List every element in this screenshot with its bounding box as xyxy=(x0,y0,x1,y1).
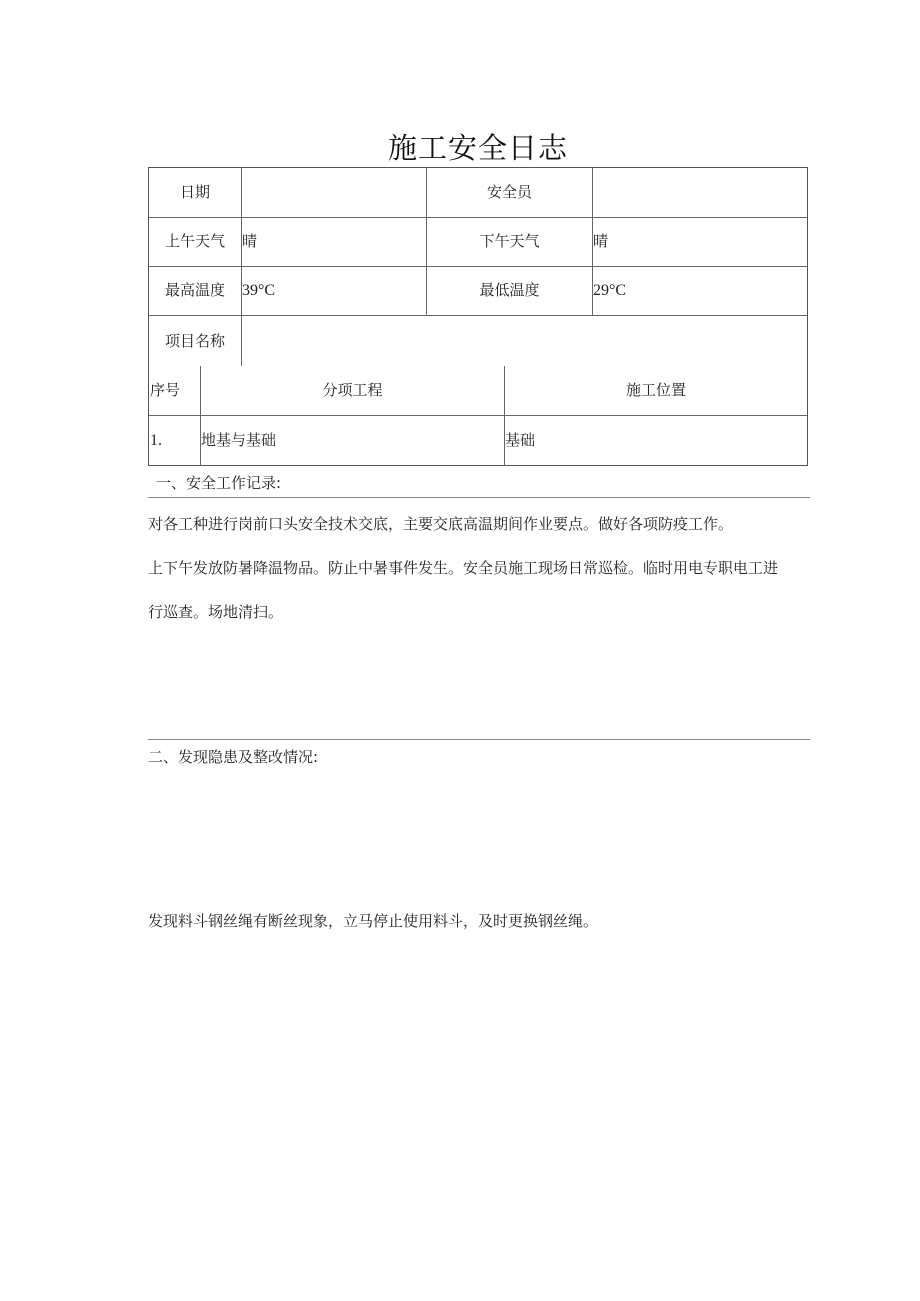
table-row-seq: 1. xyxy=(150,432,162,449)
hazards-heading: 二、发现隐患及整改情况: xyxy=(148,748,319,766)
am-weather-label: 上午天气 xyxy=(164,232,225,250)
min-temp-value[interactable]: 29°C xyxy=(593,282,627,299)
project-name-field[interactable] xyxy=(243,316,805,365)
safety-record-line: 对各工种进行岗前口头安全技术交底，主要交底高温期间作业要点。做好各项防疫工作。 xyxy=(148,515,734,533)
location-header: 施工位置 xyxy=(625,381,686,399)
page-title: 施工安全日志 xyxy=(387,131,568,165)
table-col-divider xyxy=(241,316,242,366)
safety-log-table xyxy=(148,167,808,466)
project-name-label: 项目名称 xyxy=(164,332,225,350)
safety-record-text xyxy=(148,502,808,634)
subitem-header: 分项工程 xyxy=(322,381,383,399)
seq-header: 序号 xyxy=(150,381,181,399)
table-row-location: 基础 xyxy=(505,431,536,449)
am-weather-value[interactable]: 晴 xyxy=(242,232,258,250)
safety-record-line: 行巡查。场地清扫。 xyxy=(148,603,284,621)
safety-record-heading: 一、安全工作记录: xyxy=(148,472,810,498)
pm-weather-value[interactable]: 晴 xyxy=(593,232,609,250)
safety-officer-field[interactable] xyxy=(594,168,806,217)
table-row-subitem: 地基与基础 xyxy=(201,431,277,449)
min-temp-label: 最低温度 xyxy=(479,281,540,299)
max-temp-value[interactable]: 39°C xyxy=(242,282,276,299)
section-divider xyxy=(148,739,810,740)
safety-record-line: 上下午发放防暑降温物品。防止中暑事件发生。安全员施工现场日常巡检。临时用电专职电工进 xyxy=(148,559,779,577)
pm-weather-label: 下午天气 xyxy=(479,232,540,250)
date-field[interactable] xyxy=(243,168,425,217)
date-label: 日期 xyxy=(179,183,210,201)
max-temp-label: 最高温度 xyxy=(164,281,225,299)
hazards-text: 发现料斗钢丝绳有断丝现象，立马停止使用料斗，及时更换钢丝绳。 xyxy=(148,912,599,930)
safety-officer-label: 安全员 xyxy=(486,183,532,201)
